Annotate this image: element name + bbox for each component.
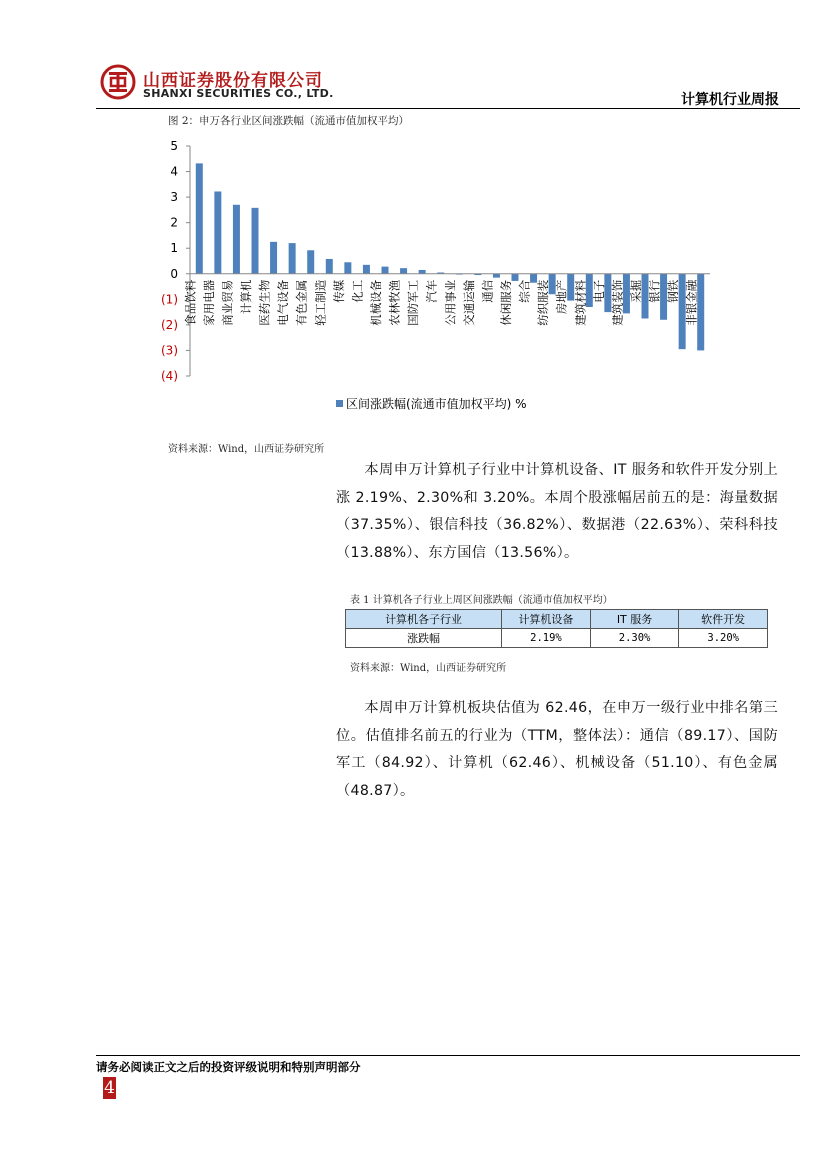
bar [307, 250, 314, 274]
footer-divider [96, 1055, 800, 1056]
x-category-label: 电子 [591, 279, 606, 303]
report-title: 计算机行业周报 [681, 92, 779, 108]
x-category-label: 建筑装饰 [610, 279, 625, 326]
x-category-label: 综合 [517, 279, 532, 303]
y-tick-label: 3 [170, 190, 178, 205]
x-category-label: 传媒 [331, 279, 346, 303]
chart-source-note: 资料来源：Wind，山西证券研究所 [168, 444, 325, 455]
footer-disclaimer: 请务必阅读正文之后的投资评级说明和特别声明部分 [96, 1060, 361, 1074]
table-header-cell: 计算机设备 [502, 610, 591, 629]
bar [344, 262, 351, 274]
table-header-cell: 软件开发 [679, 610, 768, 629]
table-cell: 3.20% [679, 629, 768, 648]
table-source-note: 资料来源：Wind，山西证券研究所 [350, 663, 507, 674]
x-category-label: 钢铁 [666, 279, 681, 303]
x-category-label: 有色金属 [294, 279, 309, 326]
table-header-cell: IT 服务 [590, 610, 679, 629]
bar [270, 242, 277, 274]
bar [363, 265, 370, 274]
subsector-return-table [345, 609, 768, 648]
x-category-label: 家用电器 [201, 279, 216, 326]
bar [289, 243, 296, 274]
x-category-label: 纺织服装 [536, 279, 551, 326]
page-number: 4 [104, 1078, 115, 1098]
bar [382, 267, 389, 274]
bar [252, 208, 259, 274]
table-cell: 2.19% [502, 629, 591, 648]
table-row-label: 涨跌幅 [346, 629, 502, 648]
legend-swatch [336, 400, 343, 407]
table-row [346, 629, 768, 648]
table-header-cell: 计算机各子行业 [346, 610, 502, 629]
x-category-label: 电气设备 [276, 279, 291, 326]
table-caption: 表 1 计算机各子行业上周区间涨跌幅（流通市值加权平均） [350, 595, 613, 606]
company-name-en: SHANXI SECURITIES CO., LTD. [143, 87, 334, 100]
bar [326, 259, 333, 274]
x-category-label: 轻工制造 [313, 279, 328, 326]
company-name-cn: 山西证券股份有限公司 [143, 71, 323, 91]
y-tick-label: (3) [161, 343, 178, 358]
x-category-label: 通信 [480, 279, 495, 303]
x-category-label: 交通运输 [461, 279, 476, 326]
x-category-label: 非银金融 [684, 279, 699, 326]
table-header-row [346, 610, 768, 629]
y-tick-label: (2) [161, 317, 178, 332]
header-divider [96, 108, 800, 109]
chart-caption: 图 2：申万各行业区间涨跌幅（流通市值加权平均） [168, 115, 410, 127]
bar [419, 270, 426, 274]
paragraph-subsector-performance: 本周申万计算机子行业中计算机设备、IT 服务和软件开发分别上涨 2.19%、2.30%和 3.20%。本周个股涨幅居前五的是：海量数据（37.35%）、银信科技（36.82%）、数据港（22.63%）、荣科科技（13.88%）、东方国信（13.56%）。 [336, 462, 778, 561]
x-category-label: 建筑材料 [573, 279, 588, 326]
y-tick-label: 2 [170, 215, 178, 230]
x-category-label: 农林牧渔 [387, 279, 402, 326]
x-category-label: 计算机 [239, 279, 253, 315]
paragraph-valuation: 本周申万计算机板块估值为 62.46，在申万一级行业中排名第三位。估值排名前五的行业为（TTM，整体法）：通信（89.17）、国防军工（84.92）、计算机（62.46）、机械设备（51.10）、有色金属（48.87）。 [336, 700, 778, 799]
bar [493, 274, 500, 278]
bar [196, 163, 203, 273]
y-tick-label: 5 [170, 139, 178, 153]
bar [400, 268, 407, 274]
industry-return-bar-chart [150, 130, 730, 420]
x-category-label: 化工 [350, 279, 365, 303]
bar [233, 205, 240, 274]
x-category-label: 国防军工 [406, 279, 421, 326]
y-tick-label: 0 [170, 266, 178, 281]
company-logo-icon [100, 64, 136, 100]
y-tick-label: 1 [170, 241, 178, 256]
x-category-label: 商业贸易 [220, 279, 235, 326]
x-category-label: 休闲服务 [499, 279, 513, 326]
y-tick-label: 4 [170, 164, 178, 179]
y-tick-label: (1) [161, 292, 178, 307]
x-category-label: 银行 [647, 279, 662, 303]
x-category-label: 机械设备 [369, 279, 383, 326]
table-cell: 2.30% [590, 629, 679, 648]
bar [214, 191, 221, 273]
x-category-label: 公用事业 [443, 279, 458, 326]
legend-label: 区间涨跌幅(流通市值加权平均) % [346, 397, 527, 411]
y-tick-label: (4) [161, 369, 178, 383]
x-category-label: 汽车 [424, 279, 439, 303]
x-category-label: 医药生物 [257, 279, 272, 326]
x-category-label: 采掘 [629, 279, 643, 303]
x-category-label: 房地产 [554, 279, 569, 315]
x-category-label: 食品饮料 [183, 279, 198, 326]
